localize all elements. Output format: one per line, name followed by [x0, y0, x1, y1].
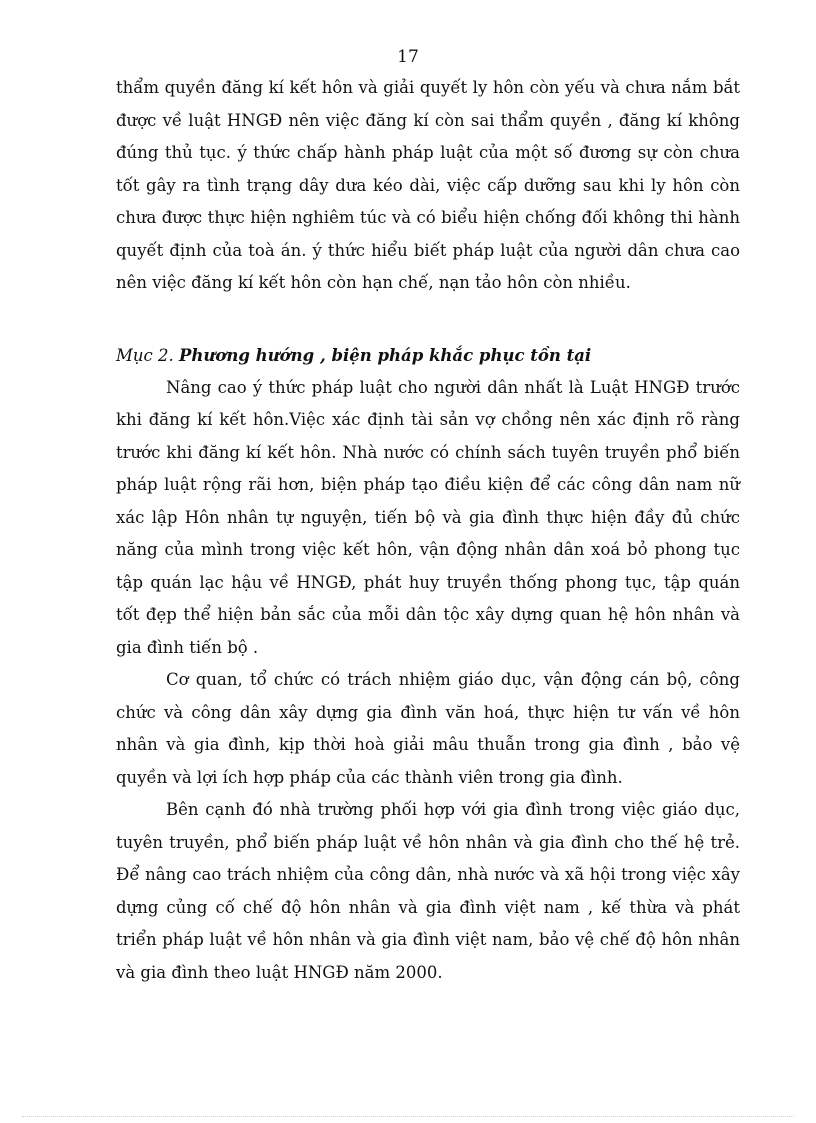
intro-paragraph: thẩm quyền đăng kí kết hôn và giải quyết ly hôn còn yếu và chưa nắm bắt được về luật HNGĐ nên việc đăng kí còn sai thẩm quyền , đăng kí không đúng thủ tục. ý thức chấp hành pháp luật của một số đương sự còn chưa tốt gây ra tình trạng dây dưa kéo dài, việc cấp dưỡng sau khi ly hôn còn chưa được thực hiện nghiêm túc và có biểu hiện chống đối không thi hành quyết định của toà án. ý thức hiểu biết pháp luật của người dân chưa cao nên việc đăng kí kết hôn còn hạn chế, nạn tảo hôn còn nhiều. — [116, 78, 740, 292]
paragraph: Bên cạnh đó nhà trường phối hợp với gia đình trong việc giáo dục, tuyên truyền, phổ biến pháp luật về hôn nhân và gia đình cho thế hệ trẻ. Để nâng cao trách nhiệm của công dân, nhà nước và xã hội trong việc xây dựng củng cố chế độ hôn nhân và gia đình việt nam , kế thừa và phát triển pháp luật về hôn nhân và gia đình việt nam, bảo vệ chế độ hôn nhân và gia đình theo luật HNGĐ năm 2000. — [116, 800, 740, 982]
section-title: Phương hướng , biện pháp khắc phục tồn tại — [179, 345, 592, 365]
section-label: Mục 2. — [116, 345, 174, 365]
paragraph: Nâng cao ý thức pháp luật cho người dân nhất là Luật HNGĐ trước khi đăng kí kết hôn.Việc xác định tài sản vợ chồng nên xác định rõ ràng trước khi đăng kí kết hôn. Nhà nước có chính sách tuyên truyền phổ biến pháp luật rộng rãi hơn, biện pháp tạo điều kiện để các công dân nam nữ xác lập Hôn nhân tự nguyện, tiến bộ và gia đình thực hiện đầy đủ chức năng của mình trong việc kết hôn, vận động nhân dân xoá bỏ phong tục tập quán lạc hậu về HNGĐ, phát huy truyền thống phong tục, tập quán tốt đẹp thể hiện bản sắc của mỗi dân tộc xây dựng quan hệ hôn nhân và gia đình tiến bộ . — [116, 377, 740, 657]
document-body — [116, 72, 740, 989]
page-bottom-divider — [22, 1116, 794, 1117]
section-heading — [116, 340, 740, 372]
page-number: 17 — [397, 47, 419, 67]
paragraph: Cơ quan, tổ chức có trách nhiệm giáo dục, vận động cán bộ, công chức và công dân xây dựng gia đình văn hoá, thực hiện tư vấn về hôn nhân và gia đình, kịp thời hoà giải mâu thuẫn trong gia đình , bảo vệ quyền và lợi ích hợp pháp của các thành viên trong gia đình. — [116, 670, 740, 787]
